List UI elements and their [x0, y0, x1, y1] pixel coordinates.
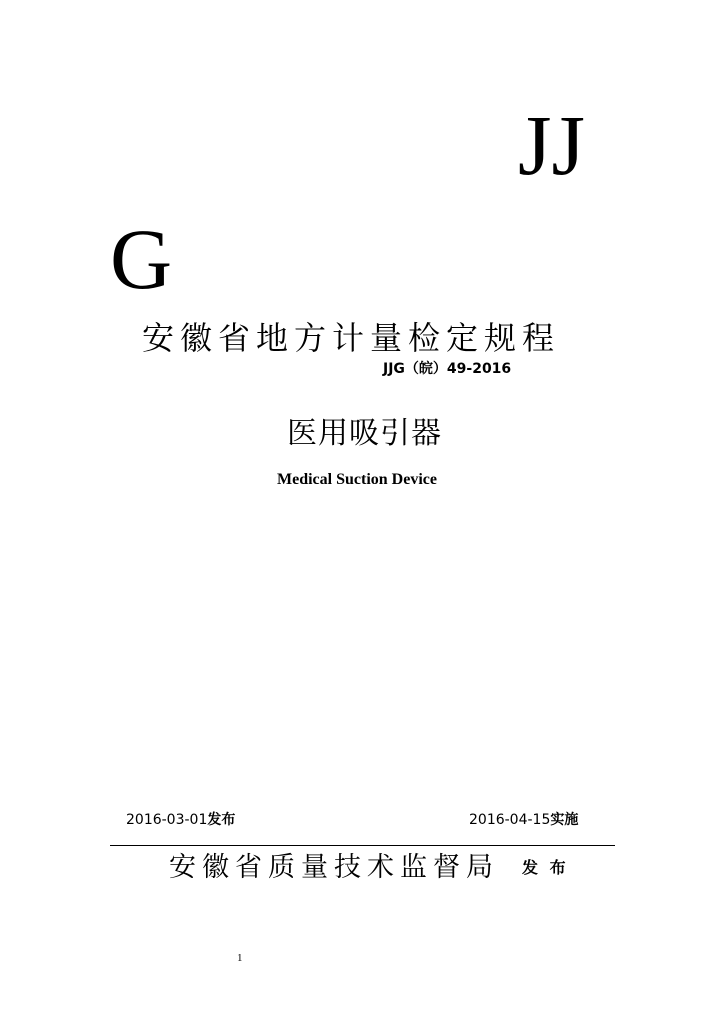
effective-date-value: 2016-04-15: [469, 812, 551, 828]
standard-logo-g: G: [110, 211, 173, 307]
issue-date-value: 2016-03-01: [126, 812, 208, 828]
document-title-chinese: 医用吸引器: [287, 416, 442, 451]
issue-date-label: 发布: [207, 812, 236, 828]
issuing-authority-action: 发 布: [522, 858, 569, 877]
horizontal-divider: [110, 845, 615, 846]
page-number: 1: [237, 952, 243, 964]
issue-date: [126, 813, 235, 827]
series-title: 安徽省地方计量检定规程: [142, 319, 561, 357]
effective-date: [469, 813, 578, 827]
document-title-english: Medical Suction Device: [277, 471, 437, 488]
document-number: JJG（皖）49-2016: [383, 361, 512, 377]
standard-logo-jj: JJ: [518, 97, 585, 193]
issuing-authority: 安徽省质量技术监督局: [169, 852, 499, 883]
effective-date-label: 实施: [550, 812, 579, 828]
